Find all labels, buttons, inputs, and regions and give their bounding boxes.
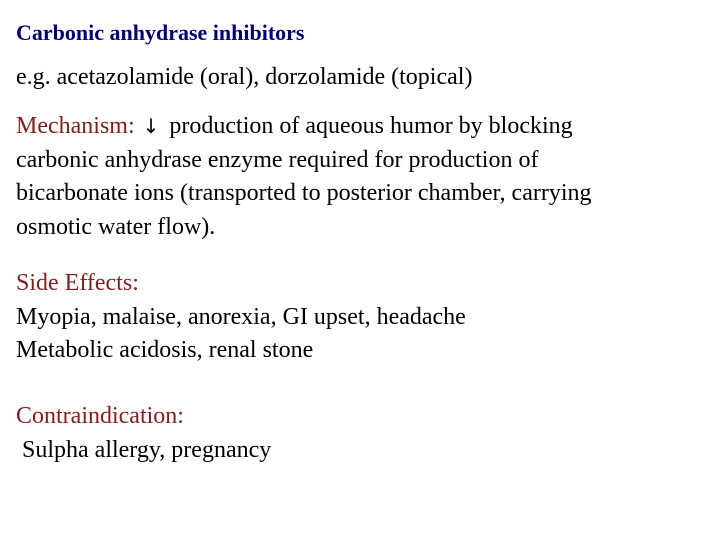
contraindication-line: Sulpha allergy, pregnancy [16, 436, 272, 463]
side-effects-line: Metabolic acidosis, renal stone [16, 337, 314, 363]
down-arrow-icon: ↓ [142, 114, 160, 138]
drug-examples: e.g. acetazolamide (oral), dorzolamide (topical) [16, 64, 473, 90]
mechanism-text-line: carbonic anhydrase enzyme required for production of [16, 146, 539, 173]
mechanism-text-line: osmotic water flow). [16, 213, 216, 240]
contraindication-section [16, 400, 706, 467]
mechanism-section [16, 110, 706, 244]
mechanism-first-line [16, 110, 706, 144]
side-effects-section [16, 267, 706, 368]
mechanism-text-line: bicarbonate ions (transported to posterior chamber, carrying [16, 180, 592, 206]
mechanism-label: Mechanism: [16, 113, 135, 139]
side-effects-label: Side Effects: [16, 270, 139, 296]
mechanism-text-line: production of aqueous humor by blocking [169, 113, 573, 139]
slide-title: Carbonic anhydrase inhibitors [16, 20, 305, 45]
contraindication-label: Contraindication: [16, 403, 184, 429]
side-effects-line: Myopia, malaise, anorexia, GI upset, headache [16, 303, 466, 330]
